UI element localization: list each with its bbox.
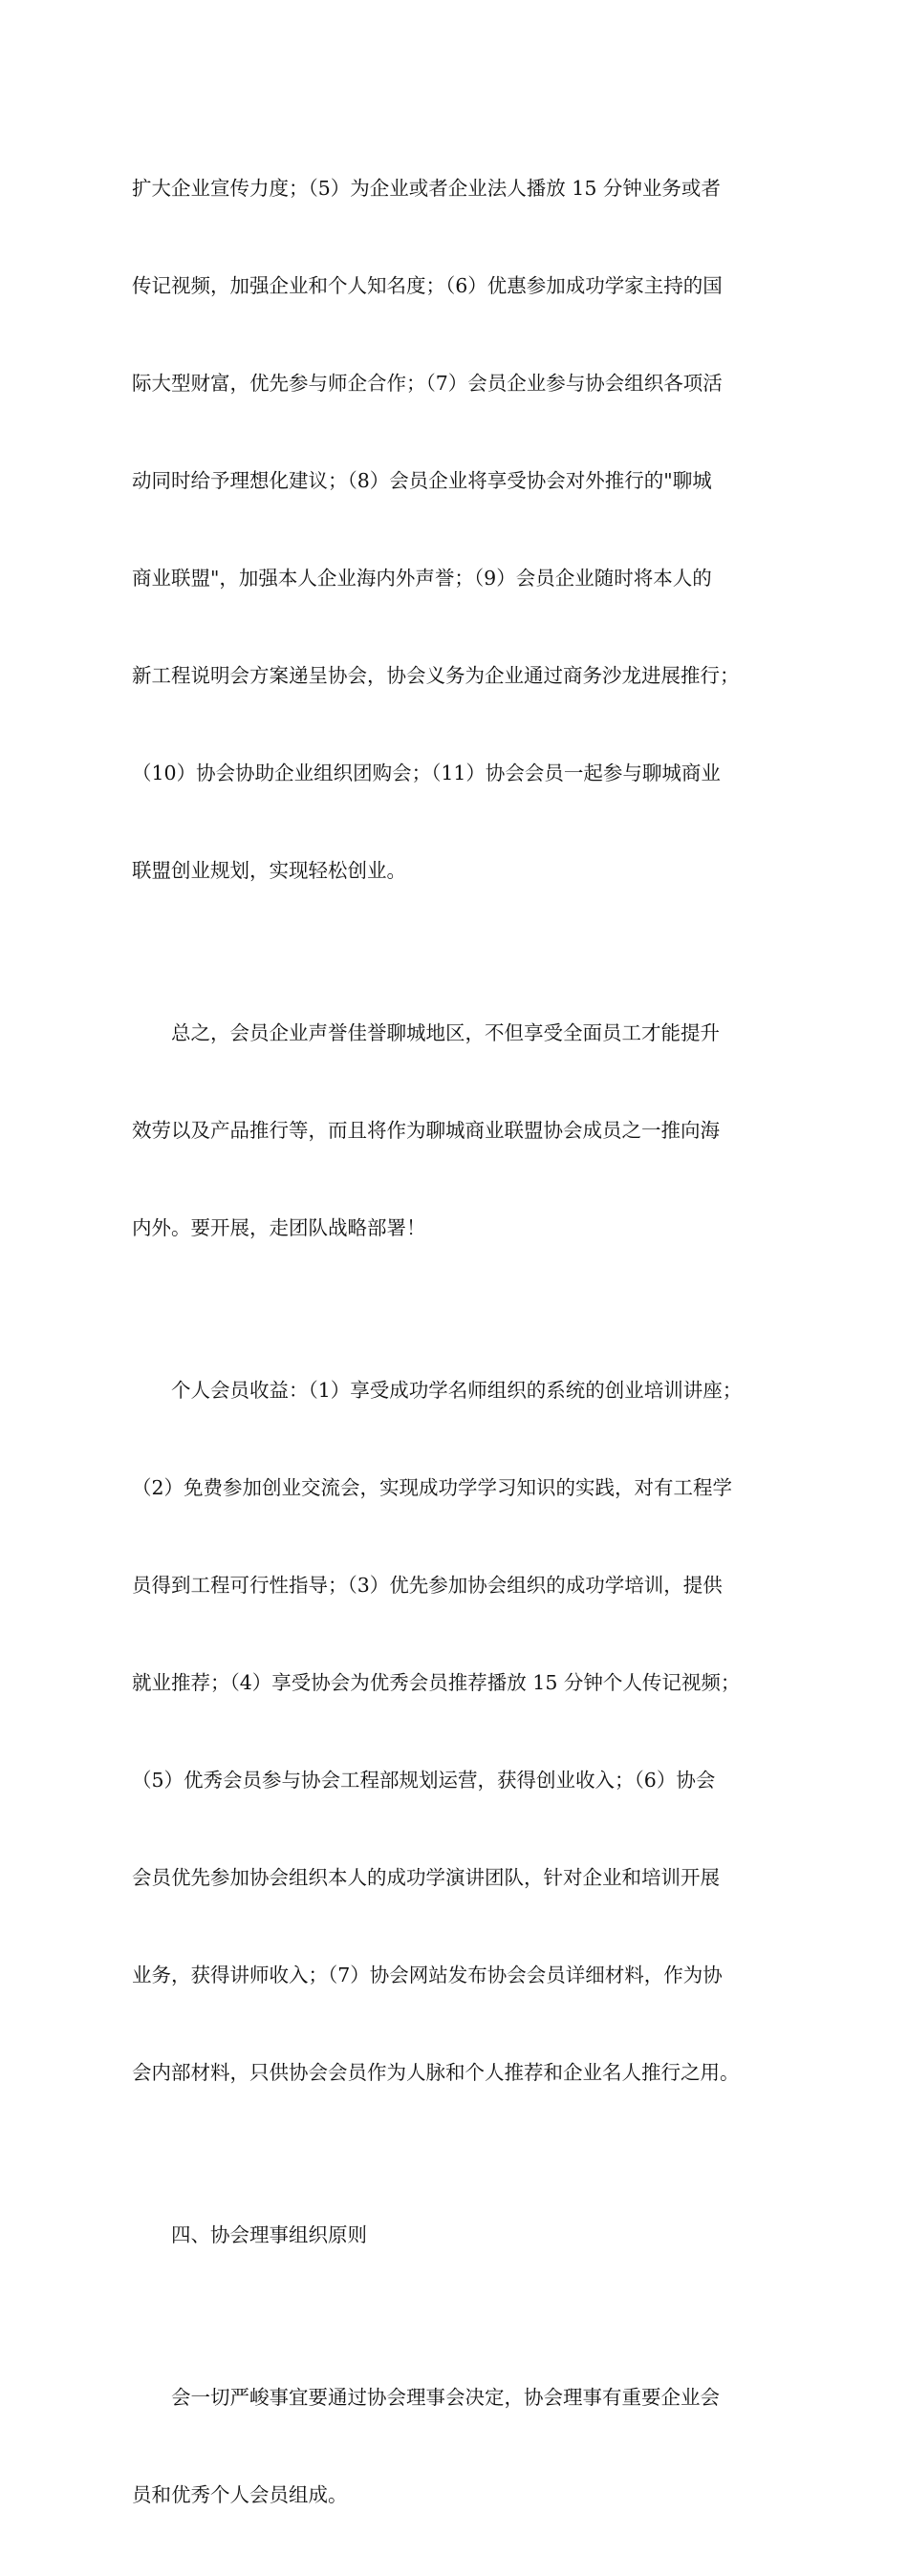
text-line: 员和优秀个人会员组成。 (132, 2483, 348, 2506)
text-line: （5）优秀会员参与协会工程部规划运营，获得创业收入；（6）协会 (132, 1769, 716, 1792)
text-line: （2）免费参加创业交流会，实现成功学学习知识的实践，对有工程学 (132, 1476, 733, 1499)
text-line: 商业联盟"，加强本人企业海内外声誉；（9）会员企业随时将本人的 (132, 567, 712, 590)
text-line: 联盟创业规划，实现轻松创业。 (132, 859, 406, 882)
document-body (132, 107, 782, 2576)
text-line: 会内部材料，只供协会会员作为人脉和个人推荐和企业名人推行之用。 (132, 2061, 740, 2084)
paragraph-council-decisions (132, 2316, 782, 2576)
text-line: 总之，会员企业声誉佳誉聊城地区，不但享受全面员工才能提升 (171, 1021, 720, 1044)
text-line: 际大型财富，优先参与师企合作；（7）会员企业参与协会组织各项活 (132, 372, 723, 395)
text-line: 效劳以及产品推行等，而且将作为聊城商业联盟协会成员之一推向海 (132, 1119, 720, 1142)
text-line: 个人会员收益：（1）享受成功学名师组织的系统的创业培训讲座； (171, 1379, 743, 1402)
section-heading-council-principles (132, 2154, 782, 2316)
text-line: （10）协会协助企业组织团购会；（11）协会会员一起参与聊城商业 (132, 762, 721, 784)
text-line: 会员优先参加协会组织本人的成功学演讲团队，针对企业和培训开展 (132, 1866, 720, 1889)
text-line: 新工程说明会方案递呈协会，协会义务为企业通过商务沙龙进展推行； (132, 664, 740, 687)
text-line: 扩大企业宣传力度；（5）为企业或者企业法人播放 15 分钟业务或者 (132, 177, 721, 200)
text-line: 会一切严峻事宜要通过协会理事会决定，协会理事有重要企业会 (171, 2386, 720, 2409)
text-line: 动同时给予理想化建议；（8）会员企业将享受协会对外推行的"聊城 (132, 469, 712, 492)
text-line: 内外。要开展，走团队战略部署！ (132, 1216, 426, 1239)
text-line: 就业推荐；（4）享受协会为优秀会员推荐播放 15 分钟个人传记视频； (132, 1671, 741, 1694)
paragraph-summary (132, 952, 782, 1309)
text-line: 传记视频，加强企业和个人知名度；（6）优惠参加成功学家主持的国 (132, 274, 723, 297)
paragraph-enterprise-benefits-continued (132, 107, 782, 952)
text-line: 业务，获得讲师收入；（7）协会网站发布协会会员详细材料，作为协 (132, 1964, 723, 1986)
text-line: 员得到工程可行性指导；（3）优先参加协会组织的成功学培训，提供 (132, 1574, 723, 1597)
section-heading-text: 四、协会理事组织原则 (171, 2223, 367, 2246)
paragraph-individual-benefits (132, 1309, 782, 2154)
